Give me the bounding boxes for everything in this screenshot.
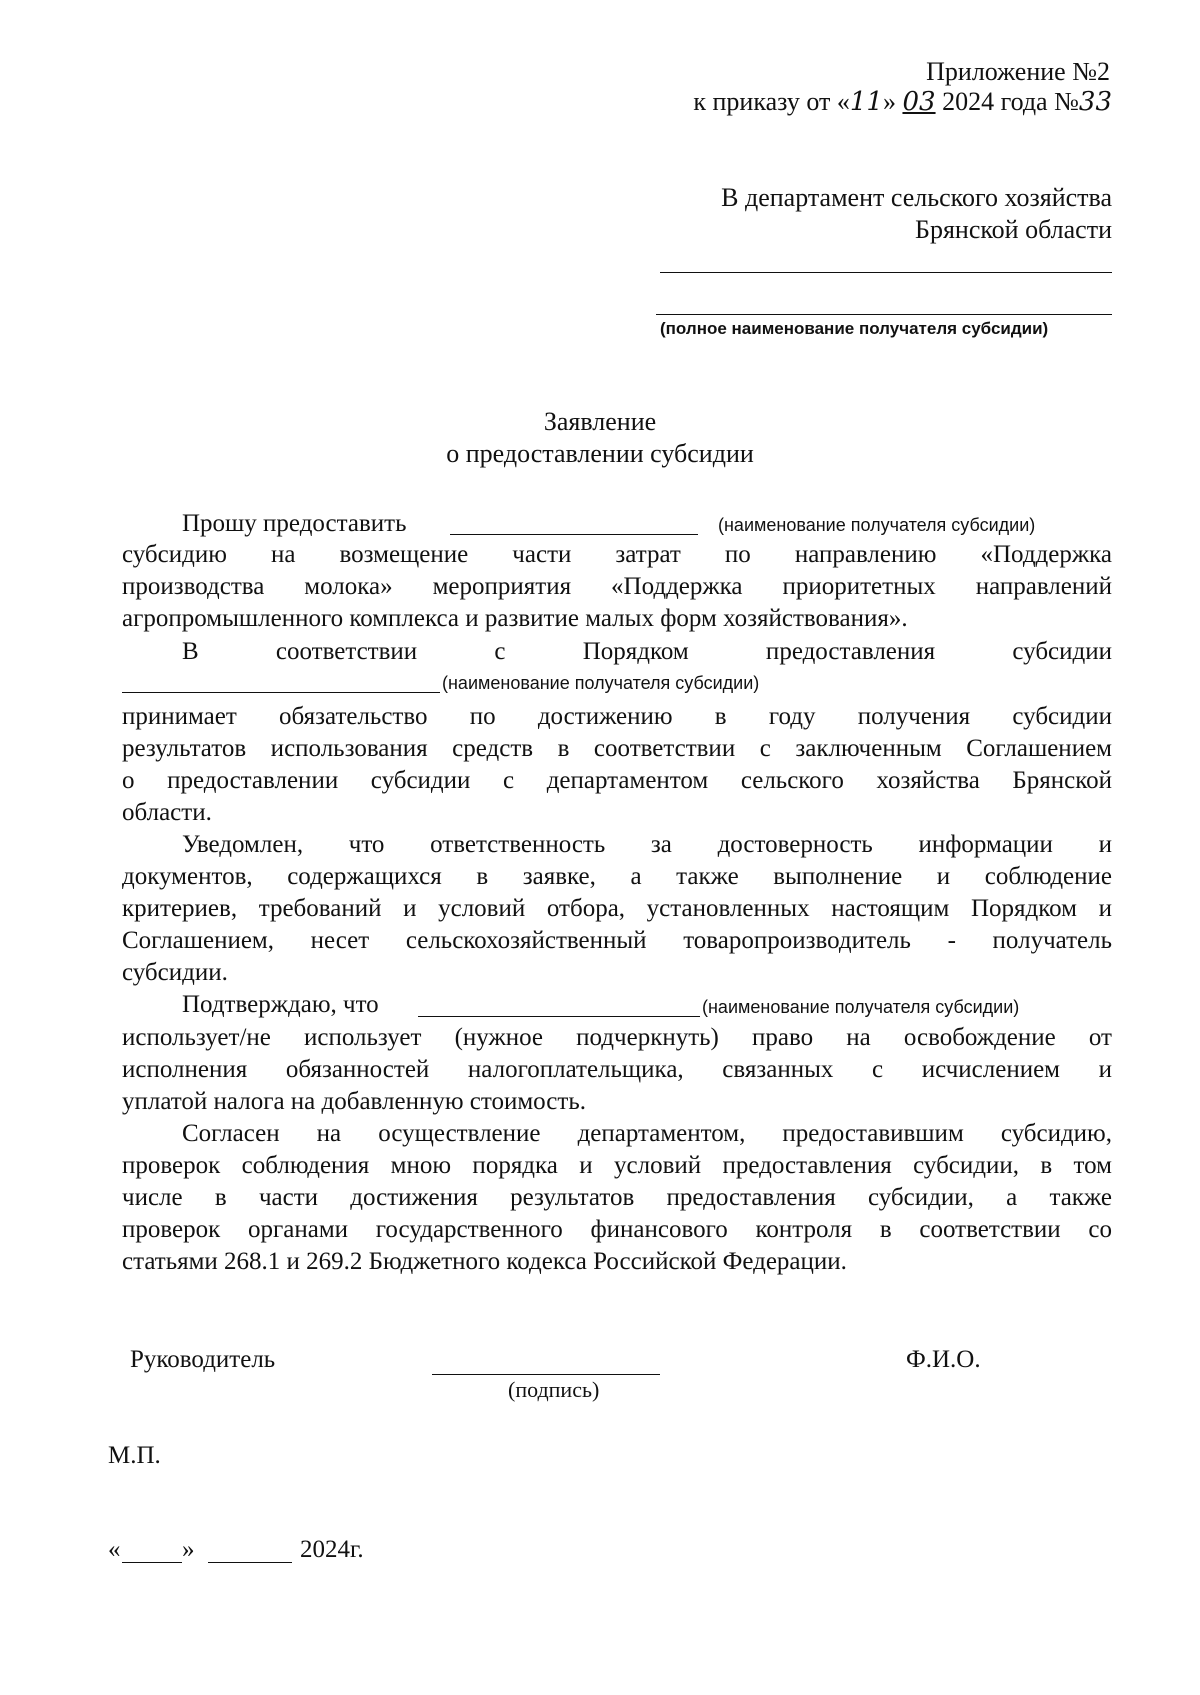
p3-line4: Соглашением, несет сельскохозяйственный товаропроизводитель - получатель [122,927,1112,954]
date-open-quote: « [108,1536,121,1563]
p2-line5: о предоставлении субсидии с департаментом сельского хозяйства Брянской [122,767,1112,794]
order-day: 11 [849,87,883,117]
date-close-quote: » [182,1536,195,1563]
appendix-label: Приложение №2 [926,57,1110,86]
document-title: Заявление [543,407,657,436]
order-mid: » [882,87,903,116]
p2-recipient-hint: (наименование получателя субсидии) [442,673,760,693]
p3-line2: документов, содержащихся в заявке, а также выполнение и соблюдение [122,863,1112,890]
order-reference [693,86,1112,118]
p2-line4: результатов использования средств в соответствии с заключенным Соглашением [122,735,1112,762]
p4-line3: исполнения обязанностей налогоплательщика, связанных с исчислением и [122,1056,1112,1083]
signature-role: Руководитель [130,1346,276,1373]
date-year: 2024г. [300,1536,364,1563]
addressee-line1: В департамент сельского хозяйства [721,183,1112,212]
date-day-blank [122,1562,182,1563]
p4-lead: Подтверждаю, что [182,991,379,1018]
date-month-blank [208,1562,292,1563]
order-year: 2024 года № [935,87,1079,116]
p1-line3: производства молока» мероприятия «Поддержка приоритетных направлений [122,573,1112,600]
p2-recipient-blank [122,692,440,693]
p5-line4: проверок органами государственного финансового контроля в соответствии со [122,1216,1112,1243]
p4-recipient-blank [418,1016,700,1017]
p4-recipient-hint: (наименование получателя субсидии) [702,997,1020,1017]
p5-line3: числе в части достижения результатов предоставления субсидии, а также [122,1184,1112,1211]
addressee-line2: Брянской области [915,215,1112,244]
p2-line1: В соответствии с Порядком предоставления субсидии [182,638,1112,665]
recipient-blank-line-2 [656,314,1112,315]
p2-line6: области. [122,799,212,826]
p3-line1: Уведомлен, что ответственность за достоверность информации и [182,831,1112,858]
p5-line1: Согласен на осуществление департаментом, предоставившим субсидию, [182,1120,1112,1147]
p5-line2: проверок соблюдения мною порядка и условий предоставления субсидии, в том [122,1152,1112,1179]
recipient-blank-line-1 [660,272,1112,273]
order-prefix: к приказу от « [693,87,850,116]
order-month: 03 [902,87,936,117]
signature-fio: Ф.И.О. [906,1346,981,1373]
p1-recipient-hint: (наименование получателя субсидии) [718,515,1036,535]
stamp-label: М.П. [108,1442,161,1469]
p3-line3: критериев, требований и условий отбора, установленных настоящим Порядком и [122,895,1112,922]
p3-line5: субсидии. [122,959,228,986]
p1-line4: агропромышленного комплекса и развитие малых форм хозяйствования». [122,605,908,632]
p2-line3: принимает обязательство по достижению в году получения субсидии [122,703,1112,730]
order-number: 33 [1078,87,1112,117]
document-subtitle: о предоставлении субсидии [446,439,754,468]
p1-recipient-blank [450,534,698,535]
p5-line5: статьями 268.1 и 269.2 Бюджетного кодекса Российской Федерации. [122,1248,847,1275]
p1-lead: Прошу предоставить [182,510,407,537]
p4-line2: использует/не использует (нужное подчеркнуть) право на освобождение от [122,1024,1112,1051]
p4-line4: уплатой налога на добавленную стоимость. [122,1088,586,1115]
recipient-hint: (полное наименование получателя субсидии) [660,319,1049,338]
p1-line2: субсидию на возмещение части затрат по направлению «Поддержка [122,541,1112,568]
signature-hint: (подпись) [508,1377,600,1402]
